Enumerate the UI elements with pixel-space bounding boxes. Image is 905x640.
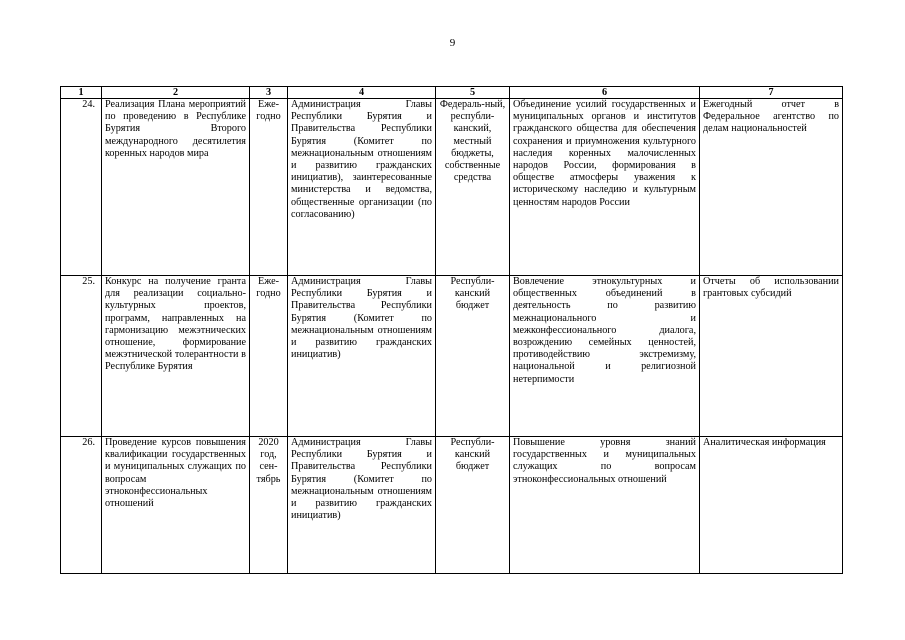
funding-cell: Республи-канский бюджет [436,437,510,574]
table-row [61,437,843,574]
result-cell: Вовлечение этнокультурных и общественных объединений в деятельность по развитию межнационального и межконфессионального диалога, возрождению семейных ценностей, противодействию экстремизму, национальной и религиозной нетерпимости [510,276,700,437]
column-header: 5 [436,87,510,99]
row-number: 25. [61,276,102,437]
report-cell: Отчеты об использовании грантовых субсидий [700,276,843,437]
term-cell: 2020 год, сен-тябрь [250,437,288,574]
column-header: 1 [61,87,102,99]
table-row [61,99,843,276]
column-header: 2 [102,87,250,99]
executor-cell: Администрация Главы Республики Бурятия и Правительства Республики Бурятия (Комитет по межнациональным отношениям и развитию гражданских инициатив), заинтересованные министерства и ведомства, общественные организации (по согласованию) [288,99,436,276]
event-cell: Реализация Плана мероприятий по проведению в Республике Бурятия Второго международного десятилетия коренных народов мира [102,99,250,276]
column-header: 3 [250,87,288,99]
executor-cell: Администрация Главы Республики Бурятия и Правительства Республики Бурятия (Комитет по межнациональным отношениям и развитию гражданских инициатив) [288,276,436,437]
event-cell: Проведение курсов повышения квалификации государственных и муниципальных служащих по вопросам этноконфессиональных отношений [102,437,250,574]
page-number: 9 [449,37,456,49]
column-header: 4 [288,87,436,99]
column-header: 7 [700,87,843,99]
funding-cell: Федераль-ный, республи-канский, местный бюджеты, собственные средства [436,99,510,276]
funding-cell: Республи-канский бюджет [436,276,510,437]
event-cell: Конкурс на получение гранта для реализации социально-культурных проектов, программ, направленных на гармонизацию межэтнических отношение, формирование межэтнической толерантности в Республике Бурятия [102,276,250,437]
result-cell: Повышение уровня знаний государственных и муниципальных служащих по вопросам этноконфессиональных отношений [510,437,700,574]
row-number: 26. [61,437,102,574]
measures-table [60,86,843,574]
column-header: 6 [510,87,700,99]
term-cell: Еже-годно [250,276,288,437]
row-number: 24. [61,99,102,276]
table-row [61,276,843,437]
report-cell: Ежегодный отчет в Федеральное агентство по делам национальностей [700,99,843,276]
table-header-row [61,87,843,99]
report-cell: Аналитическая информация [700,437,843,574]
executor-cell: Администрация Главы Республики Бурятия и Правительства Республики Бурятия (Комитет по межнациональным отношениям и развитию гражданских инициатив) [288,437,436,574]
result-cell: Объединение усилий государственных и муниципальных органов и институтов гражданского общества для обеспечения сохранения и приумножения культурного наследия коренных малочисленных народов России, формирования в обществе атмосферы уважения к историческому наследию и культурным ценностям народов России [510,99,700,276]
term-cell: Еже-годно [250,99,288,276]
